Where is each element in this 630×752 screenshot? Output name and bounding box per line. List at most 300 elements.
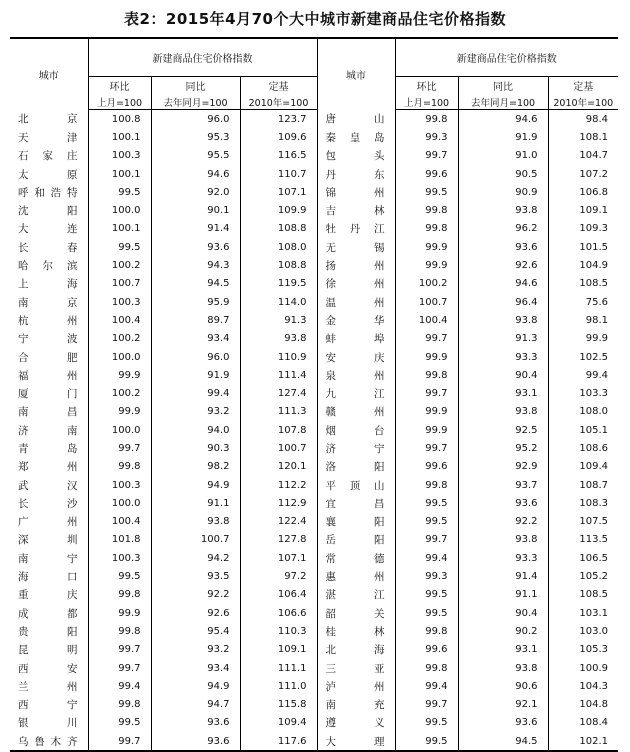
mom-cell: 99.8 <box>395 476 458 494</box>
city-name-cell: 大 理 <box>317 732 395 751</box>
base-cell: 111.0 <box>240 677 317 695</box>
city-name-cell: 乌鲁木齐 <box>18 735 78 748</box>
base-cell: 109.4 <box>240 714 317 732</box>
city-name-cell: 湛 江 <box>317 586 395 604</box>
table-row <box>10 641 618 659</box>
yoy-subheader-left: 去年同月=100 <box>151 94 240 110</box>
base-header-right: 定基 <box>548 77 618 95</box>
table-row <box>10 476 618 494</box>
mom-cell: 100.8 <box>88 110 151 129</box>
yoy-cell: 92.0 <box>151 183 240 201</box>
mom-cell: 99.5 <box>395 732 458 751</box>
mom-cell: 99.9 <box>395 256 458 274</box>
mom-cell: 99.8 <box>395 220 458 238</box>
table-row <box>10 696 618 714</box>
table-row <box>10 201 618 219</box>
base-cell: 109.1 <box>548 201 618 219</box>
yoy-cell: 96.0 <box>151 110 240 129</box>
base-cell: 102.1 <box>548 732 618 751</box>
yoy-cell: 93.6 <box>151 732 240 751</box>
yoy-cell: 90.1 <box>151 201 240 219</box>
table-row <box>10 421 618 439</box>
yoy-cell: 94.3 <box>151 256 240 274</box>
base-cell: 104.7 <box>548 147 618 165</box>
yoy-cell: 91.0 <box>458 147 548 165</box>
base-cell: 110.9 <box>240 348 317 366</box>
yoy-header-right: 同比 <box>458 77 548 95</box>
yoy-cell: 91.4 <box>458 567 548 585</box>
city-name-cell: 襄 阳 <box>317 513 395 531</box>
base-cell: 108.8 <box>240 256 317 274</box>
table-row <box>10 165 618 183</box>
yoy-subheader-right: 去年同月=100 <box>458 94 548 110</box>
yoy-cell: 94.9 <box>151 476 240 494</box>
mom-subheader-left: 上月=100 <box>88 94 151 110</box>
mom-cell: 99.3 <box>395 128 458 146</box>
mom-cell: 100.2 <box>395 275 458 293</box>
yoy-cell: 98.2 <box>151 458 240 476</box>
base-cell: 110.7 <box>240 165 317 183</box>
base-cell: 106.6 <box>240 604 317 622</box>
yoy-cell: 92.9 <box>458 458 548 476</box>
base-cell: 120.1 <box>240 458 317 476</box>
base-subheader-left: 2010年=100 <box>240 94 317 110</box>
table-row <box>10 677 618 695</box>
yoy-header-left: 同比 <box>151 77 240 95</box>
table-row <box>10 110 618 129</box>
city-name-cell: 桂 林 <box>317 622 395 640</box>
city-name-cell: 吉 林 <box>317 201 395 219</box>
city-name-cell: 北 海 <box>317 641 395 659</box>
city-name-cell: 丹 东 <box>317 165 395 183</box>
yoy-cell: 93.7 <box>458 476 548 494</box>
mom-cell: 99.5 <box>395 586 458 604</box>
base-cell: 114.0 <box>240 293 317 311</box>
base-header-left: 定基 <box>240 77 317 95</box>
base-cell: 115.8 <box>240 696 317 714</box>
mom-cell: 100.0 <box>88 201 151 219</box>
base-cell: 101.5 <box>548 238 618 256</box>
yoy-cell: 92.6 <box>458 256 548 274</box>
table-row <box>10 384 618 402</box>
yoy-cell: 96.2 <box>458 220 548 238</box>
yoy-cell: 94.6 <box>458 110 548 129</box>
mom-cell: 99.7 <box>395 696 458 714</box>
mom-cell: 100.3 <box>88 476 151 494</box>
city-name-cell: 沈 阳 <box>18 205 78 218</box>
city-name-cell: 牡丹江 <box>317 220 395 238</box>
mom-header-right: 环比 <box>395 77 458 95</box>
mom-cell: 100.1 <box>88 128 151 146</box>
mom-cell: 99.8 <box>88 586 151 604</box>
table-body <box>10 110 618 752</box>
mom-cell: 100.0 <box>88 348 151 366</box>
mom-cell: 99.7 <box>395 531 458 549</box>
city-header-right: 城市 <box>317 38 395 110</box>
table-row <box>10 366 618 384</box>
city-name-cell: 广 州 <box>18 516 78 529</box>
yoy-cell: 92.6 <box>151 604 240 622</box>
mom-cell: 99.9 <box>395 403 458 421</box>
city-name-cell: 洛 阳 <box>317 458 395 476</box>
city-name-cell: 安 庆 <box>317 348 395 366</box>
city-name-cell: 天 津 <box>18 131 78 144</box>
mom-cell: 100.4 <box>395 311 458 329</box>
table-row <box>10 567 618 585</box>
yoy-cell: 96.0 <box>151 348 240 366</box>
table-row <box>10 348 618 366</box>
yoy-cell: 91.1 <box>151 494 240 512</box>
yoy-cell: 94.0 <box>151 421 240 439</box>
base-cell: 108.7 <box>548 476 618 494</box>
yoy-cell: 95.3 <box>151 128 240 146</box>
yoy-cell: 94.6 <box>151 165 240 183</box>
table-row <box>10 659 618 677</box>
mom-cell: 99.7 <box>88 641 151 659</box>
base-cell: 107.2 <box>548 165 618 183</box>
city-name-cell: 南 充 <box>317 696 395 714</box>
table-row <box>10 604 618 622</box>
base-cell: 98.4 <box>548 110 618 129</box>
mom-cell: 99.7 <box>88 732 151 751</box>
yoy-cell: 94.2 <box>151 549 240 567</box>
yoy-cell: 91.3 <box>458 330 548 348</box>
city-name-cell: 长 沙 <box>18 497 78 510</box>
city-name-cell: 扬 州 <box>317 256 395 274</box>
table-row <box>10 531 618 549</box>
yoy-cell: 93.6 <box>458 714 548 732</box>
base-cell: 102.5 <box>548 348 618 366</box>
mom-cell: 99.4 <box>395 677 458 695</box>
base-cell: 103.0 <box>548 622 618 640</box>
yoy-cell: 90.3 <box>151 439 240 457</box>
mom-cell: 100.1 <box>88 220 151 238</box>
base-cell: 99.9 <box>548 330 618 348</box>
city-name-cell: 锦 州 <box>317 183 395 201</box>
yoy-cell: 90.4 <box>458 604 548 622</box>
mom-cell: 100.2 <box>88 256 151 274</box>
yoy-cell: 90.9 <box>458 183 548 201</box>
city-name-cell: 哈尔滨 <box>18 260 78 273</box>
table-row <box>10 494 618 512</box>
city-name-cell: 包 头 <box>317 147 395 165</box>
base-cell: 75.6 <box>548 293 618 311</box>
base-cell: 107.1 <box>240 549 317 567</box>
city-name-cell: 长 春 <box>18 241 78 254</box>
yoy-cell: 93.5 <box>151 567 240 585</box>
yoy-cell: 93.6 <box>458 238 548 256</box>
index-group-header-left: 新建商品住宅价格指数 <box>88 38 317 77</box>
city-name-cell: 西 宁 <box>18 699 78 712</box>
table-row <box>10 220 618 238</box>
base-cell: 107.5 <box>548 513 618 531</box>
base-cell: 107.8 <box>240 421 317 439</box>
city-name-cell: 北 京 <box>18 113 78 126</box>
yoy-cell: 93.2 <box>151 641 240 659</box>
yoy-cell: 91.1 <box>458 586 548 604</box>
base-cell: 108.0 <box>240 238 317 256</box>
yoy-cell: 93.8 <box>458 659 548 677</box>
base-cell: 91.3 <box>240 311 317 329</box>
mom-cell: 99.7 <box>395 330 458 348</box>
base-cell: 100.9 <box>548 659 618 677</box>
city-name-cell: 赣 州 <box>317 403 395 421</box>
mom-cell: 99.8 <box>395 201 458 219</box>
mom-cell: 99.4 <box>88 677 151 695</box>
yoy-cell: 90.2 <box>458 622 548 640</box>
base-cell: 93.8 <box>240 330 317 348</box>
yoy-cell: 94.5 <box>458 732 548 751</box>
yoy-cell: 93.4 <box>151 659 240 677</box>
mom-cell: 99.5 <box>395 513 458 531</box>
table-row <box>10 732 618 751</box>
city-name-cell: 大 连 <box>18 223 78 236</box>
base-cell: 109.9 <box>240 201 317 219</box>
mom-cell: 99.5 <box>395 183 458 201</box>
mom-cell: 99.5 <box>395 714 458 732</box>
city-name-cell: 秦皇岛 <box>317 128 395 146</box>
base-cell: 104.3 <box>548 677 618 695</box>
yoy-cell: 93.2 <box>151 403 240 421</box>
yoy-cell: 93.4 <box>151 330 240 348</box>
yoy-cell: 96.4 <box>458 293 548 311</box>
mom-cell: 100.2 <box>88 384 151 402</box>
base-cell: 108.1 <box>548 128 618 146</box>
city-name-cell: 泸 州 <box>317 677 395 695</box>
city-name-cell: 惠 州 <box>317 567 395 585</box>
city-name-cell: 南 昌 <box>18 406 78 419</box>
mom-cell: 99.9 <box>88 403 151 421</box>
city-name-cell: 海 口 <box>18 571 78 584</box>
city-name-cell: 济 南 <box>18 424 78 437</box>
yoy-cell: 90.4 <box>458 366 548 384</box>
city-name-cell: 济 宁 <box>317 439 395 457</box>
mom-cell: 99.8 <box>88 696 151 714</box>
mom-cell: 99.9 <box>88 366 151 384</box>
yoy-cell: 93.8 <box>151 513 240 531</box>
city-name-cell: 呼和浩特 <box>18 186 78 199</box>
table-row <box>10 403 618 421</box>
mom-cell: 100.4 <box>88 311 151 329</box>
mom-cell: 99.8 <box>395 366 458 384</box>
yoy-cell: 95.2 <box>458 439 548 457</box>
city-name-cell: 无 锡 <box>317 238 395 256</box>
base-cell: 100.7 <box>240 439 317 457</box>
city-name-cell: 金 华 <box>317 311 395 329</box>
city-name-cell: 贵 阳 <box>18 625 78 638</box>
city-name-cell: 郑 州 <box>18 461 78 474</box>
mom-cell: 100.3 <box>88 549 151 567</box>
table-row <box>10 183 618 201</box>
city-name-cell: 温 州 <box>317 293 395 311</box>
yoy-cell: 93.8 <box>458 201 548 219</box>
yoy-cell: 90.5 <box>458 165 548 183</box>
mom-cell: 99.5 <box>88 238 151 256</box>
yoy-cell: 93.1 <box>458 384 548 402</box>
mom-cell: 99.3 <box>395 567 458 585</box>
table-row <box>10 622 618 640</box>
table-row <box>10 714 618 732</box>
yoy-cell: 91.4 <box>151 220 240 238</box>
city-name-cell: 韶 关 <box>317 604 395 622</box>
mom-cell: 99.5 <box>88 567 151 585</box>
yoy-cell: 94.6 <box>458 275 548 293</box>
base-subheader-right: 2010年=100 <box>548 94 618 110</box>
base-cell: 108.5 <box>548 275 618 293</box>
yoy-cell: 93.3 <box>458 549 548 567</box>
yoy-cell: 92.2 <box>458 513 548 531</box>
city-name-cell: 昆 明 <box>18 644 78 657</box>
city-name-cell: 深 圳 <box>18 534 78 547</box>
city-name-cell: 福 州 <box>18 369 78 382</box>
mom-cell: 99.7 <box>88 439 151 457</box>
mom-cell: 99.9 <box>395 238 458 256</box>
base-cell: 108.8 <box>240 220 317 238</box>
yoy-cell: 95.4 <box>151 622 240 640</box>
mom-subheader-right: 上月=100 <box>395 94 458 110</box>
mom-cell: 99.5 <box>88 183 151 201</box>
city-name-cell: 九 江 <box>317 384 395 402</box>
base-cell: 104.9 <box>548 256 618 274</box>
mom-cell: 99.8 <box>395 110 458 129</box>
yoy-cell: 91.9 <box>151 366 240 384</box>
mom-cell: 99.7 <box>395 147 458 165</box>
mom-cell: 99.8 <box>395 622 458 640</box>
city-name-cell: 上 海 <box>18 278 78 291</box>
mom-cell: 99.4 <box>395 549 458 567</box>
yoy-cell: 94.9 <box>151 677 240 695</box>
base-cell: 109.6 <box>240 128 317 146</box>
city-name-cell: 西 安 <box>18 662 78 675</box>
mom-cell: 99.8 <box>395 659 458 677</box>
yoy-cell: 92.5 <box>458 421 548 439</box>
base-cell: 111.1 <box>240 659 317 677</box>
mom-cell: 99.6 <box>395 641 458 659</box>
base-cell: 108.4 <box>548 714 618 732</box>
mom-cell: 100.0 <box>88 494 151 512</box>
yoy-cell: 93.3 <box>458 348 548 366</box>
yoy-cell: 95.5 <box>151 147 240 165</box>
mom-cell: 99.5 <box>88 714 151 732</box>
base-cell: 98.1 <box>548 311 618 329</box>
table-row <box>10 293 618 311</box>
mom-cell: 99.5 <box>395 604 458 622</box>
city-name-cell: 遵 义 <box>317 714 395 732</box>
mom-cell: 99.6 <box>395 458 458 476</box>
city-name-cell: 岳 阳 <box>317 531 395 549</box>
city-name-cell: 青 岛 <box>18 442 78 455</box>
city-name-cell: 合 肥 <box>18 351 78 364</box>
table-row <box>10 256 618 274</box>
city-name-cell: 成 都 <box>18 607 78 620</box>
yoy-cell: 93.6 <box>151 238 240 256</box>
city-name-cell: 南 京 <box>18 296 78 309</box>
table-row <box>10 549 618 567</box>
table-row <box>10 330 618 348</box>
yoy-cell: 95.9 <box>151 293 240 311</box>
table-row <box>10 147 618 165</box>
base-cell: 108.3 <box>548 494 618 512</box>
city-name-cell: 武 汉 <box>18 479 78 492</box>
base-cell: 122.4 <box>240 513 317 531</box>
table-row <box>10 128 618 146</box>
base-cell: 99.4 <box>548 366 618 384</box>
mom-cell: 99.8 <box>88 458 151 476</box>
mom-cell: 99.5 <box>395 494 458 512</box>
city-name-cell: 厦 门 <box>18 388 78 401</box>
base-cell: 112.2 <box>240 476 317 494</box>
table-row <box>10 513 618 531</box>
table-row <box>10 458 618 476</box>
base-cell: 116.5 <box>240 147 317 165</box>
mom-cell: 100.7 <box>88 275 151 293</box>
base-cell: 105.3 <box>548 641 618 659</box>
base-cell: 127.8 <box>240 531 317 549</box>
base-cell: 113.5 <box>548 531 618 549</box>
mom-cell: 99.9 <box>395 421 458 439</box>
city-header-left: 城市 <box>38 70 59 82</box>
yoy-cell: 99.4 <box>151 384 240 402</box>
base-cell: 109.4 <box>548 458 618 476</box>
base-cell: 110.3 <box>240 622 317 640</box>
mom-cell: 100.1 <box>88 165 151 183</box>
index-group-header-right: 新建商品住宅价格指数 <box>395 38 618 77</box>
city-name-cell: 宁 波 <box>18 333 78 346</box>
yoy-cell: 93.8 <box>458 311 548 329</box>
city-name-cell: 杭 州 <box>18 314 78 327</box>
base-cell: 127.4 <box>240 384 317 402</box>
mom-cell: 99.6 <box>395 165 458 183</box>
city-name-cell: 重 庆 <box>18 589 78 602</box>
table-row <box>10 586 618 604</box>
base-cell: 109.3 <box>548 220 618 238</box>
base-cell: 97.2 <box>240 567 317 585</box>
mom-cell: 99.7 <box>395 439 458 457</box>
city-name-cell: 银 川 <box>18 717 78 730</box>
city-name-cell: 宜 昌 <box>317 494 395 512</box>
mom-cell: 100.3 <box>88 293 151 311</box>
base-cell: 106.8 <box>548 183 618 201</box>
mom-cell: 99.7 <box>395 384 458 402</box>
yoy-cell: 91.9 <box>458 128 548 146</box>
mom-cell: 99.8 <box>88 622 151 640</box>
city-name-cell: 烟 台 <box>317 421 395 439</box>
base-cell: 119.5 <box>240 275 317 293</box>
base-cell: 123.7 <box>240 110 317 129</box>
yoy-cell: 92.1 <box>458 696 548 714</box>
mom-cell: 101.8 <box>88 531 151 549</box>
base-cell: 112.9 <box>240 494 317 512</box>
city-name-cell: 蚌 埠 <box>317 330 395 348</box>
yoy-cell: 93.8 <box>458 403 548 421</box>
city-name-cell: 平顶山 <box>317 476 395 494</box>
mom-cell: 100.2 <box>88 330 151 348</box>
base-cell: 103.3 <box>548 384 618 402</box>
city-name-cell: 石家庄 <box>18 150 78 163</box>
yoy-cell: 100.7 <box>151 531 240 549</box>
yoy-cell: 94.5 <box>151 275 240 293</box>
table-row <box>10 439 618 457</box>
city-name-cell: 南 宁 <box>18 552 78 565</box>
base-cell: 107.1 <box>240 183 317 201</box>
city-name-cell: 唐 山 <box>317 110 395 129</box>
mom-cell: 100.4 <box>88 513 151 531</box>
base-cell: 105.1 <box>548 421 618 439</box>
yoy-cell: 94.7 <box>151 696 240 714</box>
table-row <box>10 275 618 293</box>
base-cell: 111.3 <box>240 403 317 421</box>
yoy-cell: 93.1 <box>458 641 548 659</box>
